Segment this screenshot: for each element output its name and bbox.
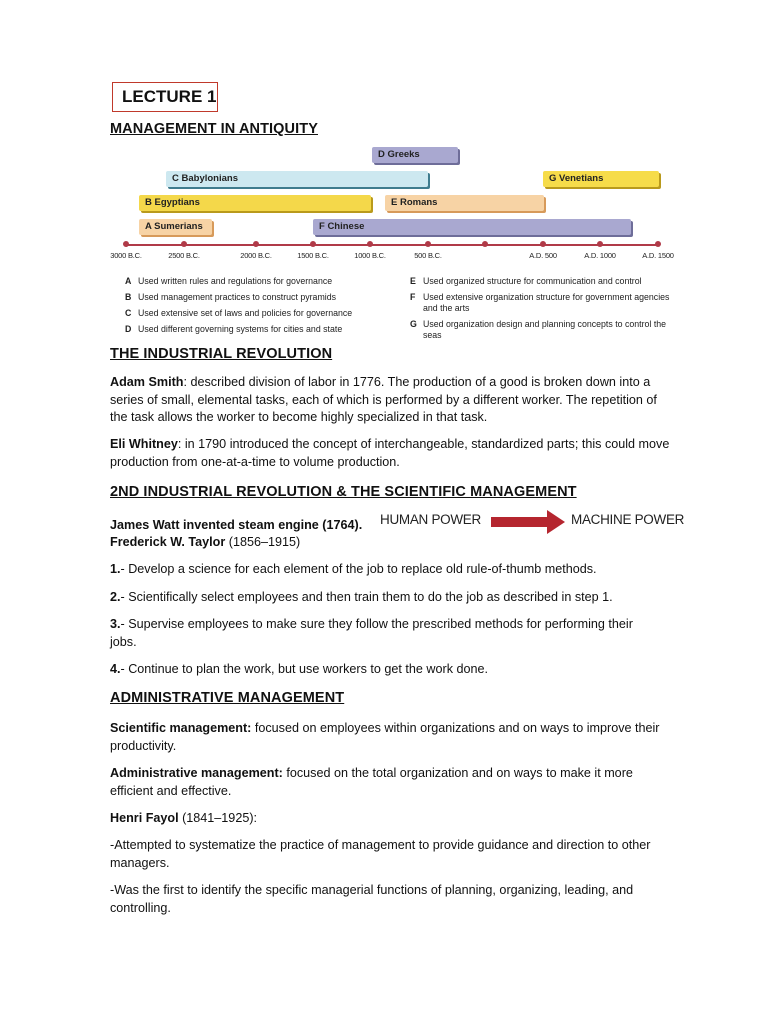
timeline-legend-left [125,276,385,340]
scientific-management-definition: Scientific management: focused on employees within organizations and on ways to improve their productivity. [110,721,660,753]
taylor-step-2: 2.- Scientifically select employees and then train them to do the job as described in step 1. [110,590,613,604]
tick-label: 500 B.C. [414,251,442,260]
timeline-legend-right [410,276,670,346]
right-arrow-icon [491,517,549,527]
timeline-axis [126,244,658,246]
fayol-point-1: -Attempted to systematize the practice of management to provide guidance and direction to other managers. [110,838,651,870]
machine-power-label: MACHINE POWER [571,512,685,527]
fayol-line: Henri Fayol (1841–1925): [110,811,258,825]
lecture-title: LECTURE 1 [112,82,218,112]
legend-item: G Used organization design and planning concepts to control the seas [410,319,667,340]
tick-label: A.D. 1000 [584,251,616,260]
timeline-tick [181,241,187,247]
heading-industrial-revolution: THE INDUSTRIAL REVOLUTION [110,346,333,362]
fayol-point-2: -Was the first to identify the specific managerial functions of planning, organizing, leading, and controlling. [110,883,634,915]
timeline-bar-chinese: F Chinese [313,219,631,235]
timeline-bar-babylonians: C Babylonians [166,171,428,187]
james-watt-line: James Watt invented steam engine (1764). [110,518,363,532]
legend-item: D Used different governing systems for cities and state [125,324,343,334]
timeline-bar-sumerians: A Sumerians [139,219,212,235]
adam-smith-paragraph: Adam Smith: described division of labor in 1776. The production of a good is broken down into a series of small, elemental tasks, each of which is performed by a different worker. The repetition of the task allows the worker to become highly specialized in that task. [110,375,657,424]
taylor-step-1: 1.- Develop a science for each element of the job to replace old rule-of-thumb methods. [110,562,597,576]
timeline-tick [425,241,431,247]
taylor-step-3: 3.- Supervise employees to make sure they follow the prescribed methods for performing their jobs. [110,617,633,649]
legend-item: E Used organized structure for communication and control [410,276,642,286]
tick-label: 2500 B.C. [168,251,200,260]
timeline-tick [253,241,259,247]
timeline-bar-romans: E Romans [385,195,544,211]
human-power-label: HUMAN POWER [380,512,481,527]
heading-administrative-management: ADMINISTRATIVE MANAGEMENT [110,690,345,706]
administrative-management-definition: Administrative management: focused on the total organization and on ways to make it more efficient and effective. [110,766,633,798]
heading-scientific-management: 2ND INDUSTRIAL REVOLUTION & THE SCIENTIFIC MANAGEMENT [110,484,577,500]
power-transition-diagram [380,512,700,532]
tick-label: 3000 B.C. [110,251,142,260]
timeline-tick [597,241,603,247]
timeline-tick [310,241,316,247]
tick-label: 1500 B.C. [297,251,329,260]
taylor-step-4: 4.- Continue to plan the work, but use workers to get the work done. [110,662,489,676]
right-arrow-head-icon [547,510,565,534]
timeline-bar-egyptians: B Egyptians [139,195,371,211]
legend-item: F Used extensive organization structure for government agencies and the arts [410,292,670,313]
legend-item: C Used extensive set of laws and policies for governance [125,308,353,318]
timeline-tick [540,241,546,247]
heading-antiquity: MANAGEMENT IN ANTIQUITY [110,121,318,137]
timeline-tick [123,241,129,247]
taylor-line: Frederick W. Taylor (1856–1915) [110,535,301,549]
tick-label: 1000 B.C. [354,251,386,260]
timeline-tick [482,241,488,247]
tick-label: 2000 B.C. [240,251,272,260]
legend-item: A Used written rules and regulations for governance [125,276,333,286]
tick-label: A.D. 1500 [642,251,674,260]
antiquity-timeline-chart [110,140,690,270]
timeline-bar-greeks: D Greeks [372,147,458,163]
timeline-tick [655,241,661,247]
timeline-bar-venetians: G Venetians [543,171,659,187]
tick-label: A.D. 500 [529,251,557,260]
legend-item: B Used management practices to construct pyramids [125,292,337,302]
timeline-tick [367,241,373,247]
eli-whitney-paragraph: Eli Whitney: in 1790 introduced the concept of interchangeable, standardized parts; this could move production from one-at-a-time to volume production. [110,437,670,469]
